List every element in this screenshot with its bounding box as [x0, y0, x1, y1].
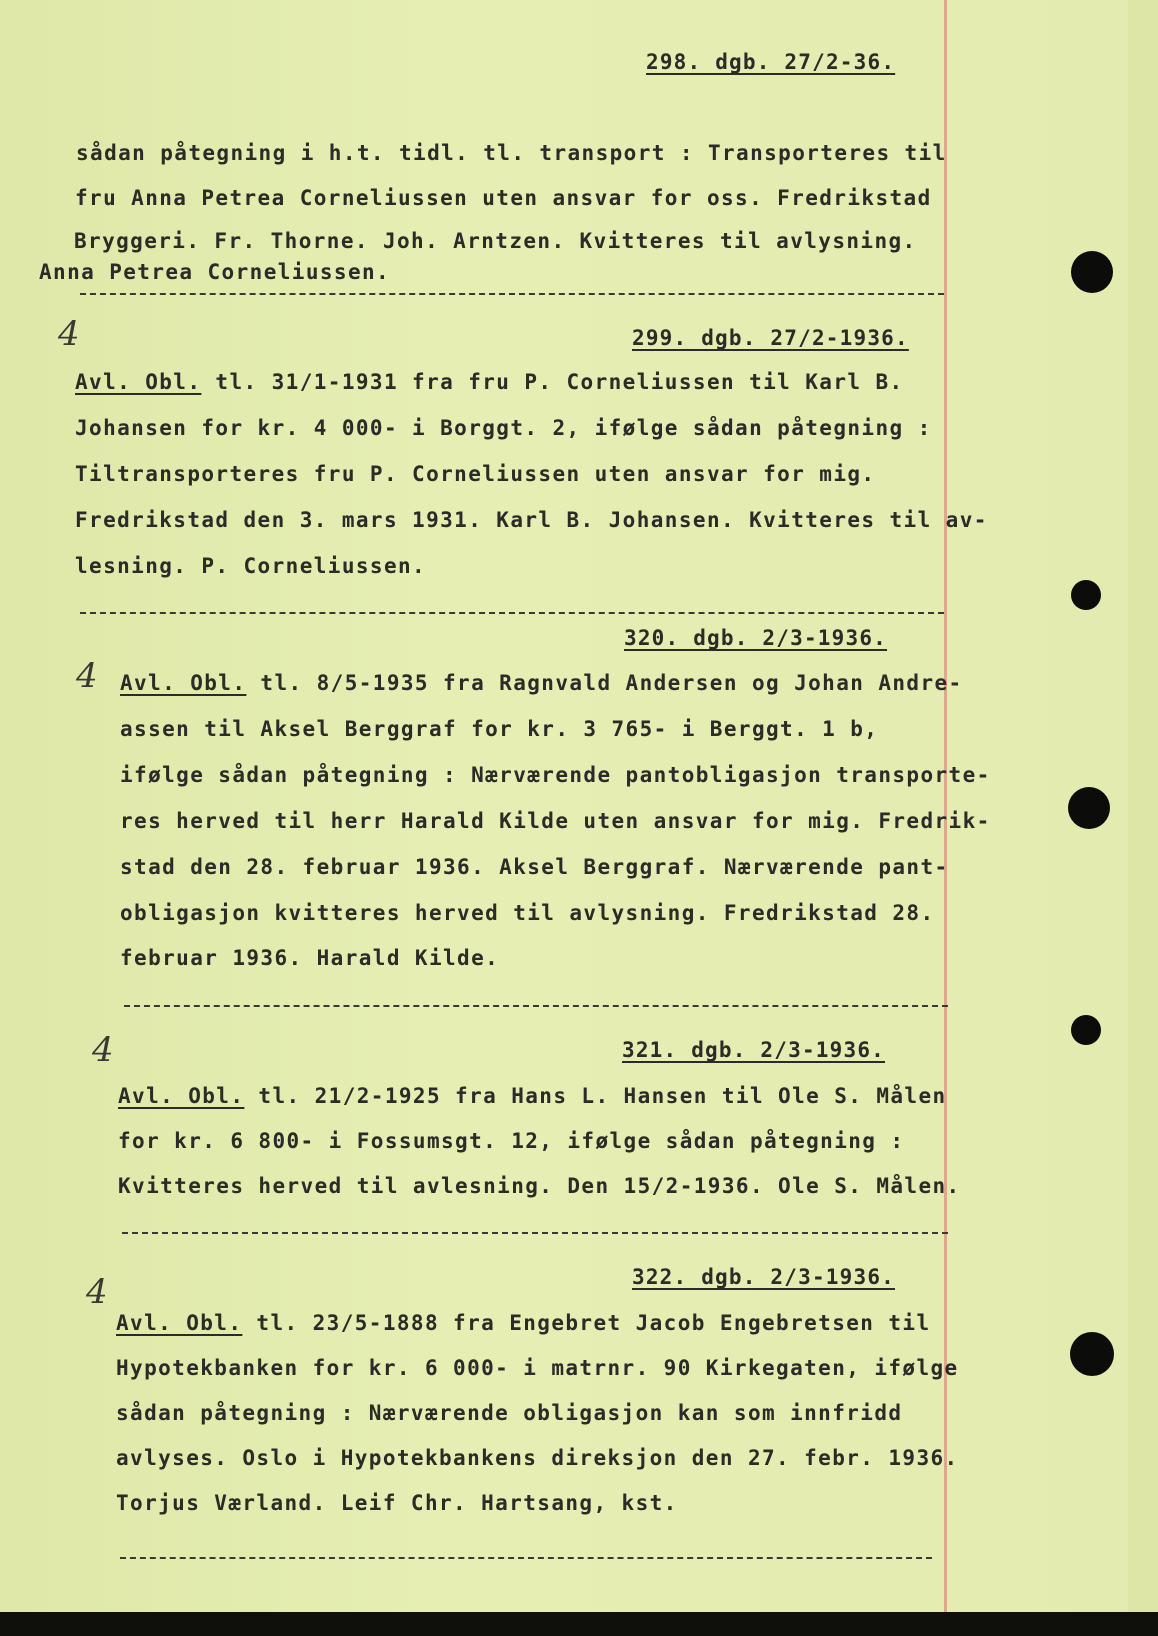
scan-border — [0, 1612, 1158, 1636]
entry-299-line-1 — [75, 370, 904, 394]
entry-322-line-2: Hypotekbanken for kr. 6 000- i matrnr. 90 Kirkegaten, ifølge — [116, 1356, 959, 1380]
punch-hole-2 — [1071, 580, 1101, 610]
margin-mark-320: 4 — [76, 656, 98, 696]
entry-299-line-1-text: tl. 31/1-1931 fra fru P. Corneliussen til Karl B. — [201, 370, 904, 394]
entry-320-line-5: stad den 28. februar 1936. Aksel Berggraf. Nærværende pant- — [120, 855, 949, 879]
entry-321-line-2: for kr. 6 800- i Fossumsgt. 12, ifølge sådan påtegning : — [118, 1129, 905, 1153]
entry-299-lead: Avl. Obl. — [75, 370, 202, 394]
entry-320-line-3: ifølge sådan påtegning : Nærværende pantobligasjon transporte- — [120, 763, 991, 787]
entry-321-line-3: Kvitteres herved til avlesning. Den 15/2-1936. Ole S. Målen. — [118, 1174, 961, 1198]
entry-0-line-4: Anna Petrea Corneliussen. — [39, 260, 391, 284]
entry-heading-320: 320. dgb. 2/3-1936. — [624, 626, 888, 650]
margin-mark-322: 4 — [86, 1272, 108, 1312]
separator-2 — [80, 612, 944, 614]
entry-299-line-2: Johansen for kr. 4 000- i Borggt. 2, ifølge sådan påtegning : — [75, 416, 932, 440]
entry-0-line-1: sådan påtegning i h.t. tidl. tl. transport : Transporteres til — [76, 141, 947, 165]
entry-322-line-3: sådan påtegning : Nærværende obligasjon kan som innfridd — [116, 1401, 903, 1425]
entry-322-lead: Avl. Obl. — [116, 1311, 243, 1335]
entry-heading-322: 322. dgb. 2/3-1936. — [632, 1265, 896, 1289]
entry-heading-299: 299. dgb. 27/2-1936. — [632, 326, 909, 350]
entry-299-line-3: Tiltransporteres fru P. Corneliussen uten ansvar for mig. — [75, 462, 876, 486]
punch-hole-1 — [1071, 251, 1113, 293]
entry-322-line-5: Torjus Værland. Leif Chr. Hartsang, kst. — [116, 1491, 678, 1515]
separator-5 — [120, 1557, 932, 1559]
separator-4 — [122, 1232, 948, 1234]
entry-321-line-1 — [118, 1084, 947, 1108]
entry-321-line-1-text: tl. 21/2-1925 fra Hans L. Hansen til Ole S. Målen — [244, 1084, 947, 1108]
separator-3 — [124, 1005, 948, 1007]
punch-hole-5 — [1070, 1332, 1114, 1376]
margin-mark-321: 4 — [92, 1030, 114, 1070]
punch-hole-4 — [1071, 1015, 1101, 1045]
entry-320-line-2: assen til Aksel Berggraf for kr. 3 765- i Berggt. 1 b, — [120, 717, 879, 741]
entry-320-line-6: obligasjon kvitteres herved til avlysning. Fredrikstad 28. — [120, 901, 935, 925]
entry-320-line-7: februar 1936. Harald Kilde. — [120, 946, 500, 970]
separator-1 — [80, 293, 944, 295]
entry-heading-298: 298. dgb. 27/2-36. — [646, 50, 896, 74]
entry-322-line-1-text: tl. 23/5-1888 fra Engebret Jacob Engebretsen til — [242, 1311, 931, 1335]
entry-299-line-4: Fredrikstad den 3. mars 1931. Karl B. Johansen. Kvitteres til av- — [75, 508, 988, 532]
entry-0-line-2: fru Anna Petrea Corneliussen uten ansvar for oss. Fredrikstad — [75, 186, 932, 210]
punch-hole-3 — [1068, 787, 1110, 829]
entry-320-line-1-text: tl. 8/5-1935 fra Ragnvald Andersen og Johan Andre- — [246, 671, 963, 695]
entry-321-lead: Avl. Obl. — [118, 1084, 245, 1108]
entry-320-line-1 — [120, 671, 963, 695]
entry-322-line-4: avlyses. Oslo i Hypotekbankens direksjon den 27. febr. 1936. — [116, 1446, 959, 1470]
entry-320-line-4: res herved til herr Harald Kilde uten ansvar for mig. Fredrik- — [120, 809, 991, 833]
entry-322-line-1 — [116, 1311, 931, 1335]
margin-mark-299: 4 — [58, 314, 80, 354]
entry-299-line-5: lesning. P. Corneliussen. — [75, 554, 427, 578]
entry-0-line-3: Bryggeri. Fr. Thorne. Joh. Arntzen. Kvitteres til avlysning. — [74, 229, 917, 253]
paper-edge — [1128, 0, 1158, 1636]
entry-320-lead: Avl. Obl. — [120, 671, 247, 695]
entry-heading-321: 321. dgb. 2/3-1936. — [622, 1038, 886, 1062]
